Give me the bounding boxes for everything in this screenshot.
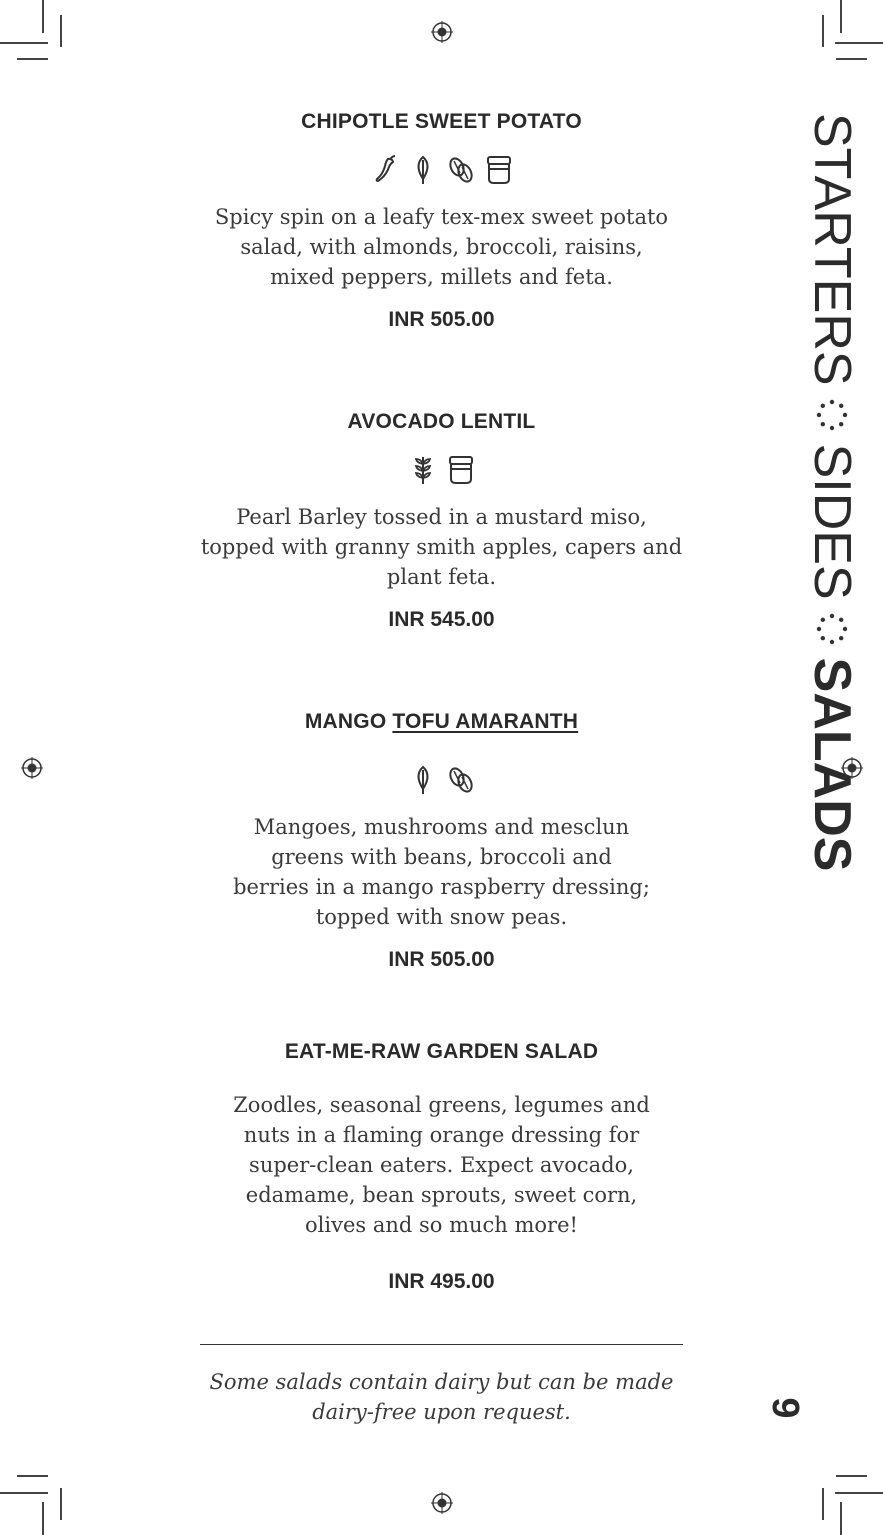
crop-mark (835, 42, 883, 44)
nav-sides: SIDES (803, 443, 861, 600)
jar-icon (446, 454, 476, 486)
chili-icon (370, 154, 400, 186)
registration-mark-icon (431, 1492, 453, 1514)
dietary-icons (200, 454, 683, 488)
crop-mark (0, 1492, 48, 1494)
item-title: AVOCADO LENTIL (347, 410, 536, 433)
item-price: INR 505.00 (388, 308, 495, 331)
menu-item (200, 110, 683, 332)
dietary-icons (200, 764, 683, 798)
registration-mark-icon (21, 757, 43, 779)
dot-ring-icon (815, 398, 849, 432)
crop-mark (840, 0, 842, 33)
crop-mark (17, 58, 48, 60)
dot-ring-icon (815, 612, 849, 646)
wheat-icon (408, 454, 438, 486)
crop-mark (822, 1488, 824, 1520)
crop-mark (60, 15, 62, 47)
item-description: Zoodles, seasonal greens, legumes and nuts in a flaming orange dressing for super-clean eaters. Expect avocado, edamame, bean sprouts, sweet corn, olives and so much more! (233, 1093, 650, 1237)
seeds-icon (446, 764, 476, 796)
menu-item (200, 410, 683, 632)
crop-mark (17, 1475, 48, 1477)
crop-mark (835, 1492, 883, 1494)
item-price: INR 505.00 (388, 948, 495, 971)
jar-icon (484, 154, 514, 186)
nav-salads: SALADS (803, 657, 861, 872)
section-nav (702, 113, 862, 1463)
item-title: EAT-ME-RAW GARDEN SALAD (284, 1040, 599, 1063)
page-number: 9 (764, 1397, 806, 1419)
registration-mark-icon (431, 21, 453, 43)
seeds-icon (446, 154, 476, 186)
item-description: Pearl Barley tossed in a mustard miso, topped with granny smith apples, capers and plant feta. (200, 505, 683, 589)
item-title: CHIPOTLE SWEET POTATO (301, 110, 582, 133)
item-description: Spicy spin on a leafy tex-mex sweet potato salad, with almonds, broccoli, raisins, mixed peppers, millets and feta. (214, 205, 669, 289)
nav-starters: STARTERS (803, 113, 861, 386)
item-price: INR 545.00 (388, 608, 495, 631)
crop-mark (60, 1488, 62, 1520)
item-title: MANGO TOFU AMARANTH (304, 710, 579, 733)
dairy-note: Some salads contain dairy but can be made dairy-free upon request. (209, 1370, 674, 1424)
menu-item (200, 1040, 683, 1294)
crop-mark (0, 42, 48, 44)
crop-mark (836, 1475, 867, 1477)
divider (200, 1344, 683, 1345)
item-price: INR 495.00 (388, 1270, 495, 1293)
leaf-icon (408, 764, 438, 796)
item-description: Mangoes, mushrooms and mesclun greens with beans, broccoli and berries in a mango raspberry dressing; topped with snow peas. (233, 815, 650, 929)
crop-mark (840, 1502, 842, 1535)
crop-mark (822, 15, 824, 47)
crop-mark (42, 1502, 44, 1535)
dietary-icons (200, 154, 683, 188)
crop-mark (836, 58, 867, 60)
menu-item (200, 710, 683, 972)
crop-mark (42, 0, 44, 33)
leaf-icon (408, 154, 438, 186)
